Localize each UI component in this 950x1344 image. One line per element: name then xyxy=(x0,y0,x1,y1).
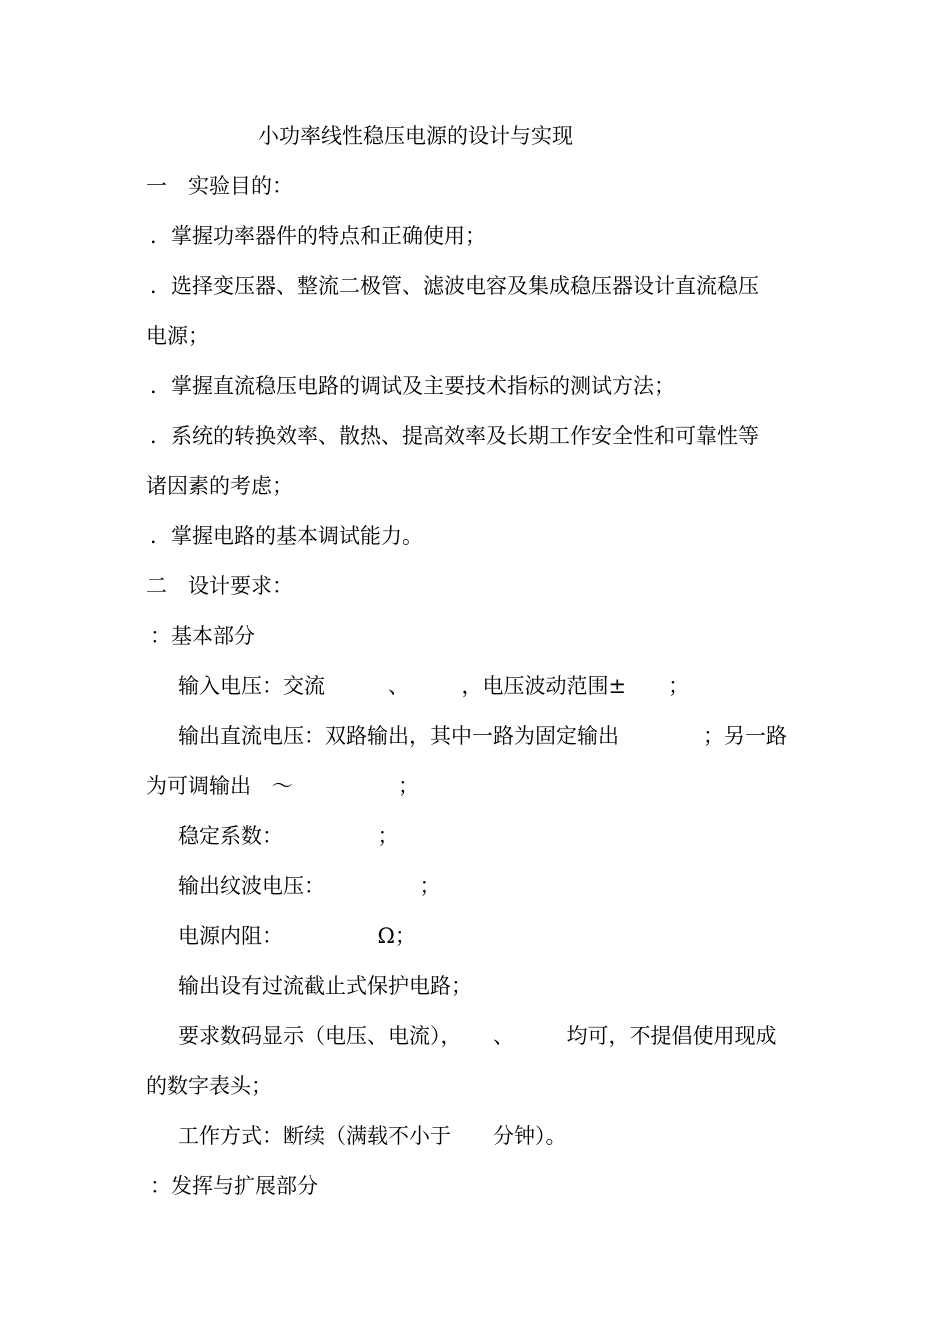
section-heading-objectives: 一 实验目的： xyxy=(146,174,293,198)
objective-item: ．掌握功率器件的特点和正确使用； xyxy=(150,224,486,248)
requirement-work-mode: 工作方式：断续（满载不小于 分钟）。 xyxy=(178,1124,567,1148)
objective-item-continuation: 诸因素的考虑； xyxy=(146,474,293,498)
requirement-ripple: 输出纹波电压： ； xyxy=(178,874,441,898)
document-title: 小功率线性稳压电源的设计与实现 xyxy=(258,124,573,148)
objective-item: ．掌握电路的基本调试能力。 xyxy=(150,524,423,548)
requirement-stability: 稳定系数： ； xyxy=(178,824,399,848)
section-heading-requirements: 二 设计要求： xyxy=(146,574,293,598)
objective-item: ．掌握直流稳压电路的调试及主要技术指标的测试方法； xyxy=(150,374,675,398)
subsection-basic: ：基本部分 xyxy=(150,624,255,648)
requirement-input-voltage: 输入电压：交流 、 ，电压波动范围± ； xyxy=(178,674,690,698)
objective-item: ．系统的转换效率、散热、提高效率及长期工作安全性和可靠性等 xyxy=(150,424,759,448)
requirement-output-voltage-continuation: 为可调输出 ～ ； xyxy=(146,774,419,798)
subsection-extension: ：发挥与扩展部分 xyxy=(150,1174,318,1198)
objective-item-continuation: 电源； xyxy=(146,324,209,348)
objective-item: ．选择变压器、整流二极管、滤波电容及集成稳压器设计直流稳压 xyxy=(150,274,759,298)
requirement-output-voltage: 输出直流电压：双路输出，其中一路为固定输出 ；另一路 xyxy=(178,724,787,748)
requirement-overcurrent: 输出设有过流截止式保护电路； xyxy=(178,974,472,998)
requirement-internal-resistance: 电源内阻： Ω； xyxy=(178,924,416,948)
requirement-display: 要求数码显示（电压、电流）， 、 均可，不提倡使用现成 xyxy=(178,1024,777,1048)
requirement-display-continuation: 的数字表头； xyxy=(146,1074,272,1098)
